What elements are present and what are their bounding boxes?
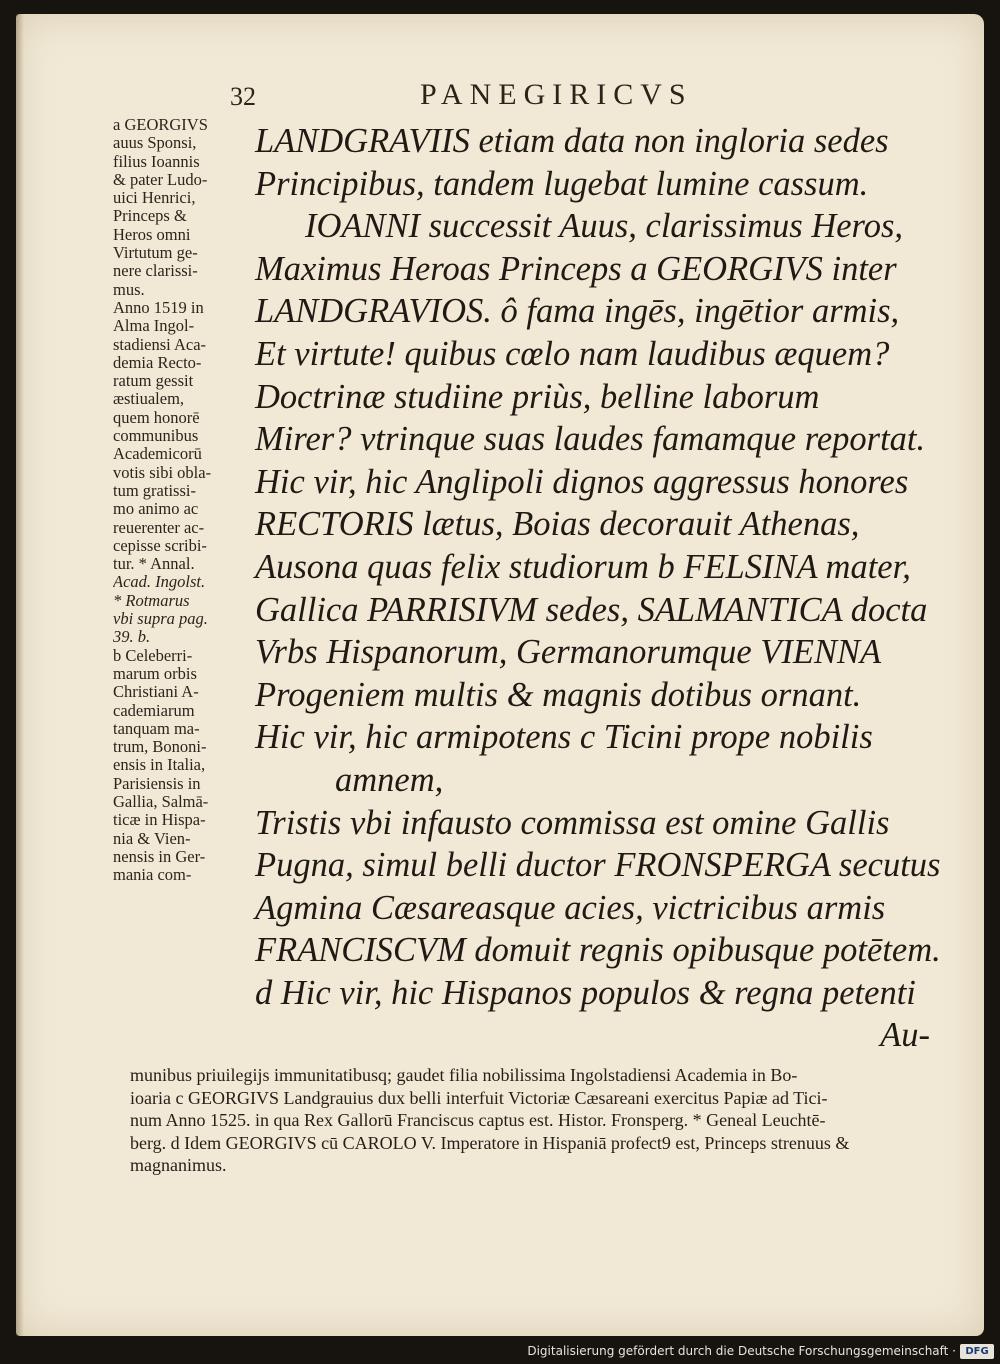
footer-bar [0, 1336, 1000, 1364]
margin-note-line: Virtutum ge- [113, 244, 198, 263]
margin-note-line: marum orbis [113, 664, 197, 683]
margin-note-line: nia & Vien- [113, 829, 191, 848]
margin-note-line: b Celeberri- [113, 646, 193, 665]
margin-note-line: mo animo ac [113, 500, 199, 519]
margin-note-line: stadiensi Aca- [113, 335, 207, 354]
margin-note-line: ensis in Italia, [113, 756, 206, 775]
running-title: PANEGIRICVS [420, 78, 693, 111]
margin-note-line: nensis in Ger- [113, 847, 206, 866]
margin-note-line: trum, Bononi- [113, 738, 207, 757]
page-number: 32 [230, 82, 256, 111]
verse-line: Mirer? vtrinque suas laudes famamque reportat. [255, 420, 926, 459]
verse-line: Au- [880, 1016, 930, 1055]
verse-line: Vrbs Hispanorum, Germanorumque VIENNA [255, 633, 882, 672]
margin-note-line: mania com- [113, 866, 192, 885]
verse-line: d Hic vir, hic Hispanos populos & regna petenti [255, 973, 916, 1012]
footnote-line: munibus priuilegijs immunitatibusq; gaudet filia nobilissima Ingolstadiensi Academia in Bo- [130, 1065, 798, 1085]
verse-line: Maximus Heroas Princeps a GEORGIVS inter [255, 249, 897, 288]
margin-note-line: * Rotmarus [113, 591, 190, 610]
margin-note-line: cepisse scribi- [113, 536, 207, 555]
verse-line: LANDGRAVIOS. ô fama ingēs, ingētior armis, [255, 292, 900, 331]
margin-note-line: Academicorū [113, 445, 202, 464]
verse-line: Gallica PARRISIVM sedes, SALMANTICA docta [255, 590, 928, 629]
verse-text [255, 120, 955, 1057]
margin-note-line: Alma Ingol- [113, 317, 195, 336]
margin-note-line: tur. * Annal. [113, 555, 195, 574]
verse-line: RECTORIS lætus, Boias decorauit Athenas, [255, 505, 860, 544]
margin-note-line: ticæ in Hispa- [113, 811, 206, 830]
margin-note-line: uici Henrici, [113, 189, 196, 208]
margin-notes [113, 116, 259, 884]
margin-note-line: tum gratissi- [113, 481, 196, 500]
margin-note-line: ratum gessit [113, 372, 194, 391]
verse-line: Hic vir, hic Anglipoli dignos aggressus honores [255, 462, 909, 501]
margin-note-line: cademiarum [113, 701, 195, 720]
verse-line: Principibus, tandem lugebat lumine cassum. [255, 164, 869, 203]
footnote-line: ioaria c GEORGIVS Landgrauius dux belli interfuit Victoriæ Cæsareani exercitus Papiæ ad Tici- [130, 1087, 828, 1108]
page-header [230, 78, 950, 118]
verse-line: LANDGRAVIIS etiam data non ingloria sedes [255, 122, 889, 160]
verse-line: amnem, [335, 760, 444, 799]
margin-note-line: tanquam ma- [113, 719, 200, 738]
margin-note-line: mus. [113, 280, 145, 299]
margin-note-line: a GEORGIVS [113, 116, 208, 134]
dfg-logo: DFG [960, 1344, 994, 1359]
page-gutter-shadow [16, 14, 24, 1336]
margin-note-line: nere clarissi- [113, 262, 198, 281]
margin-note-line: Gallia, Salmā- [113, 792, 209, 811]
verse-line: Doctrinæ studiine priùs, belline laborum [255, 377, 820, 416]
verse-line: Tristis vbi infausto commissa est omine Gallis [255, 803, 890, 842]
margin-note-line: reuerenter ac- [113, 518, 205, 537]
verse-line: Et virtute! quibus cœlo nam laudibus æquem? [255, 334, 890, 373]
verse-line: Hic vir, hic armipotens c Ticini prope nobilis [255, 718, 873, 757]
footnotes [130, 1064, 940, 1177]
verse-line: Pugna, simul belli ductor FRONSPERGA secutus [255, 846, 941, 885]
verse-line: Ausona quas felix studiorum b FELSINA mater, [255, 547, 911, 586]
margin-note-line: 39. b. [113, 628, 151, 647]
margin-note-line: æstiualem, [113, 390, 185, 409]
footnote-line: berg. d Idem GEORGIVS cū CAROLO V. Imperatore in Hispaniā profect9 est, Princeps strenuus & [130, 1132, 850, 1153]
margin-note-line: Heros omni [113, 225, 191, 244]
margin-note-line: quem honorē [113, 408, 200, 427]
margin-note-line: Princeps & [113, 207, 187, 226]
margin-note-line: Christiani A- [113, 683, 199, 702]
margin-note-line: & pater Ludo- [113, 170, 208, 189]
verse-line: Progeniem multis & magnis dotibus ornant. [255, 675, 862, 714]
digitization-credit: Digitalisierung gefördert durch die Deutsche Forschungsgemeinschaft · [527, 1344, 956, 1358]
margin-note-line: auus Sponsi, [113, 134, 197, 153]
margin-note-line: Parisiensis in [113, 774, 201, 793]
margin-note-line: demia Recto- [113, 353, 202, 372]
verse-line: FRANCISCVM domuit regnis opibusque potētem. [255, 931, 941, 970]
margin-note-line: votis sibi obla- [113, 463, 212, 482]
verse-line: IOANNI successit Auus, clarissimus Heros, [305, 207, 903, 246]
margin-note-line: Acad. Ingolst. [113, 573, 206, 592]
margin-note-line: Anno 1519 in [113, 298, 204, 317]
footnote-line: num Anno 1525. in qua Rex Gallorū Franciscus captus est. Histor. Fronsperg. * Geneal Leuchtē- [130, 1110, 826, 1130]
margin-note-line: vbi supra pag. [113, 610, 208, 629]
margin-note-line: communibus [113, 427, 199, 446]
margin-note-line: filius Ioannis [113, 152, 200, 171]
footnote-line: magnanimus. [130, 1155, 227, 1175]
verse-line: Agmina Cæsareasque acies, victricibus armis [255, 888, 886, 927]
